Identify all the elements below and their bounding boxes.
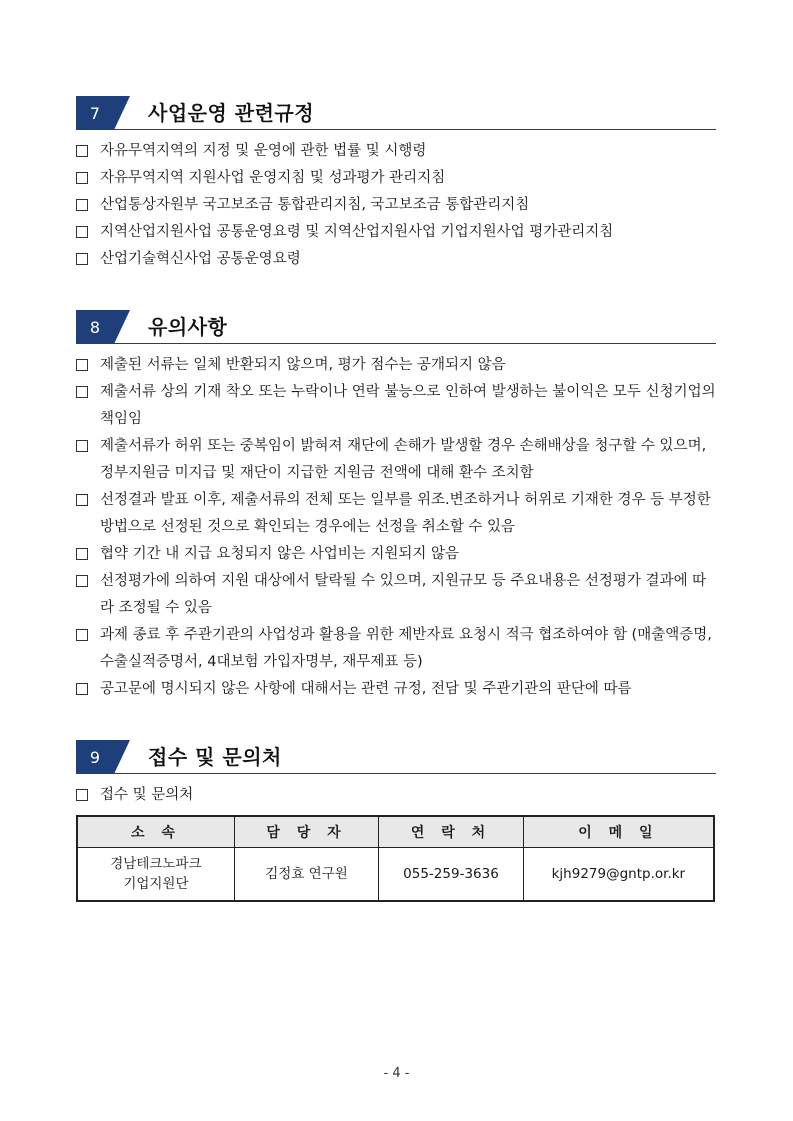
checkbox-icon bbox=[76, 253, 88, 265]
org-division: 기업지원단 bbox=[123, 876, 189, 892]
list-item: 제출서류 상의 기재 착오 또는 누락이나 연락 불능으로 인하여 발생하는 불이익은 모두 신청기업의 책임임 bbox=[76, 379, 716, 433]
checkbox-icon bbox=[76, 548, 88, 560]
checkbox-icon bbox=[76, 145, 88, 157]
checkbox-icon bbox=[76, 386, 88, 398]
list-item: 산업통상자원부 국고보조금 통합관리지침, 국고보조금 통합관리지침 bbox=[76, 192, 716, 219]
section-title: 유의사항 bbox=[148, 315, 228, 339]
section-divider bbox=[76, 343, 716, 344]
list-item: 제출된 서류는 일체 반환되지 않으며, 평가 점수는 공개되지 않음 bbox=[76, 352, 716, 379]
section-divider bbox=[76, 773, 716, 774]
section-8 bbox=[76, 310, 716, 703]
section-header bbox=[76, 310, 716, 346]
checkbox-icon bbox=[76, 629, 88, 641]
list-item: 접수 및 문의처 bbox=[76, 782, 716, 809]
checkbox-icon bbox=[76, 359, 88, 371]
checkbox-icon bbox=[76, 172, 88, 184]
cell-email: kjh9279@gntp.or.kr bbox=[523, 848, 714, 902]
list-item: 공고문에 명시되지 않은 사항에 대해서는 관련 규정, 전담 및 주관기관의 판단에 따름 bbox=[76, 676, 716, 703]
section-header-accent bbox=[114, 96, 130, 130]
list-item: 제출서류가 허위 또는 중복임이 밝혀져 재단에 손해가 발생할 경우 손해배상을 청구할 수 있으며, 정부지원금 미지급 및 재단이 지급한 지원금 전액에 대해 환수 조치함 bbox=[76, 433, 716, 487]
list-item: 선정평가에 의하여 지원 대상에서 탈락될 수 있으며, 지원규모 등 주요내용은 선정평가 결과에 따라 조정될 수 있음 bbox=[76, 568, 716, 622]
checkbox-icon bbox=[76, 199, 88, 211]
page-number: - 4 - bbox=[383, 1066, 410, 1081]
item-list bbox=[76, 782, 716, 809]
list-item: 지역산업지원사업 공통운영요령 및 지역산업지원사업 기업지원사업 평가관리지침 bbox=[76, 219, 716, 246]
section-number: 8 bbox=[76, 310, 114, 344]
section-header-accent bbox=[114, 740, 130, 774]
section-title: 접수 및 문의처 bbox=[148, 745, 282, 769]
table-row bbox=[77, 848, 714, 902]
cell-phone: 055-259-3636 bbox=[379, 848, 523, 902]
table-header-row bbox=[77, 816, 714, 848]
checkbox-icon bbox=[76, 575, 88, 587]
checkbox-icon bbox=[76, 494, 88, 506]
item-list bbox=[76, 352, 716, 703]
section-9 bbox=[76, 740, 716, 902]
cell-person: 김정효 연구원 bbox=[234, 848, 378, 902]
org-name: 경남테크노파크 bbox=[110, 856, 202, 872]
section-divider bbox=[76, 129, 716, 130]
header-person: 담 당 자 bbox=[234, 816, 378, 848]
list-item: 과제 종료 후 주관기관의 사업성과 활용을 위한 제반자료 요청시 적극 협조하여야 함 (매출액증명, 수출실적증명서, 4대보험 가입자명부, 재무제표 등) bbox=[76, 622, 716, 676]
checkbox-icon bbox=[76, 226, 88, 238]
section-number: 7 bbox=[76, 96, 114, 130]
section-header bbox=[76, 96, 716, 132]
section-title: 사업운영 관련규정 bbox=[148, 101, 315, 125]
list-item: 산업기술혁신사업 공통운영요령 bbox=[76, 246, 716, 273]
list-item: 협약 기간 내 지급 요청되지 않은 사업비는 지원되지 않음 bbox=[76, 541, 716, 568]
contact-table bbox=[76, 815, 715, 902]
checkbox-icon bbox=[76, 789, 88, 801]
section-header-accent bbox=[114, 310, 130, 344]
section-7 bbox=[76, 96, 716, 273]
header-email: 이 메 일 bbox=[523, 816, 714, 848]
header-phone: 연 락 처 bbox=[379, 816, 523, 848]
list-item: 자유무역지역 지원사업 운영지침 및 성과평가 관리지침 bbox=[76, 165, 716, 192]
section-header bbox=[76, 740, 716, 776]
checkbox-icon bbox=[76, 683, 88, 695]
list-item: 자유무역지역의 지정 및 운영에 관한 법률 및 시행령 bbox=[76, 138, 716, 165]
section-number: 9 bbox=[76, 740, 114, 774]
cell-org bbox=[77, 848, 234, 902]
list-item: 선정결과 발표 이후, 제출서류의 전체 또는 일부를 위조.변조하거나 허위로 기재한 경우 등 부정한 방법으로 선정된 것으로 확인되는 경우에는 선정을 취소할 수 있음 bbox=[76, 487, 716, 541]
checkbox-icon bbox=[76, 440, 88, 452]
header-org: 소 속 bbox=[77, 816, 234, 848]
item-list bbox=[76, 138, 716, 273]
